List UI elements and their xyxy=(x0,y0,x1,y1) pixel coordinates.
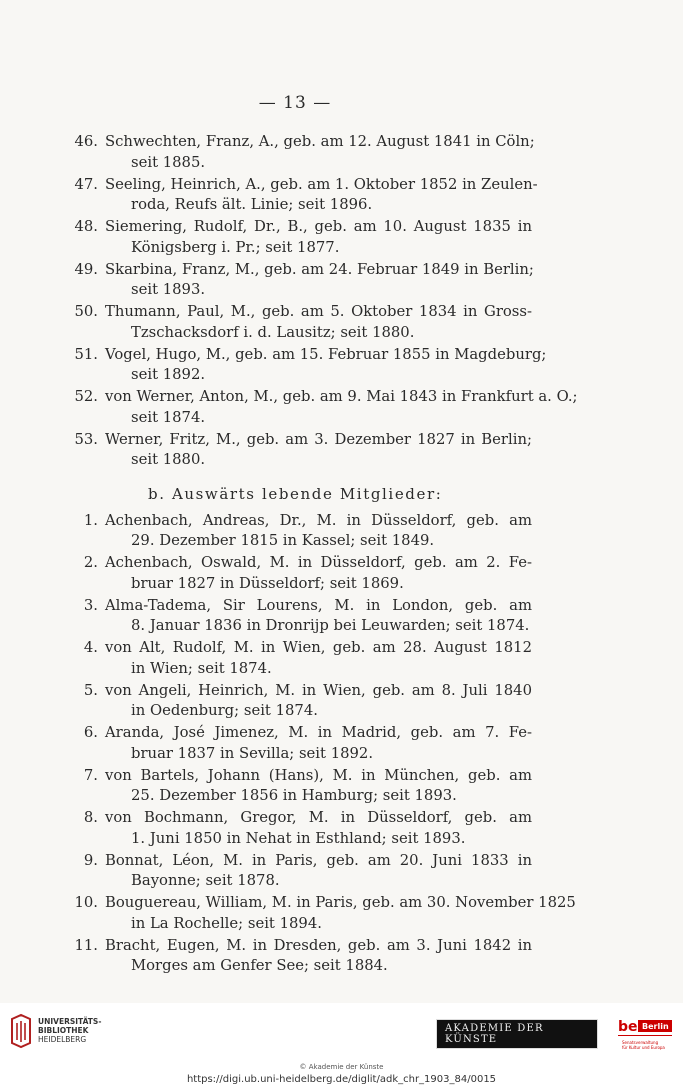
entry-text-line: von Bartels, Johann (Hans), M. in München, geb. am xyxy=(105,766,532,784)
akademie-der-kuenste-logo[interactable] xyxy=(436,1019,598,1049)
entry-number: 11. xyxy=(74,936,98,954)
copyright-notice: © Akademie der Künste xyxy=(299,1063,384,1071)
list-item xyxy=(64,217,532,258)
list-item xyxy=(64,681,532,722)
list-item xyxy=(64,387,578,428)
entry-text-line: Bracht, Eugen, M. in Dresden, geb. am 3. Juni 1842 in xyxy=(105,936,532,954)
entry-number: 1. xyxy=(83,511,98,529)
berlin-sub-line-2: für Kultur und Europa xyxy=(622,1045,665,1050)
entry-number: 10. xyxy=(74,894,98,911)
list-item xyxy=(64,132,535,173)
uni-line-1: UNIVERSITÄTS- xyxy=(38,1017,102,1026)
entry-number: 9. xyxy=(83,851,98,869)
entry-text-line: Bayonne; seit 1878. xyxy=(131,872,280,889)
member-list-external xyxy=(64,511,576,977)
list-item xyxy=(64,723,532,764)
entry-text-line: 25. Dezember 1856 in Hamburg; seit 1893. xyxy=(131,787,457,804)
entry-text-line: in Wien; seit 1874. xyxy=(131,659,272,677)
entry-number: 2. xyxy=(83,554,98,571)
entry-text-line: Morges am Genfer See; seit 1884. xyxy=(131,957,388,974)
list-item xyxy=(64,175,538,216)
list-item xyxy=(64,302,532,343)
permalink-url[interactable]: https://digi.ub.uni-heidelberg.de/diglit/adk_chr_1903_84/0015 xyxy=(186,1074,497,1085)
entry-text-line: Achenbach, Oswald, M. in Düsseldorf, geb. am 2. Fe- xyxy=(105,554,532,571)
page-number: — 13 — xyxy=(258,93,332,113)
list-item xyxy=(64,851,532,892)
entry-number: 47. xyxy=(74,175,98,193)
member-list xyxy=(64,132,578,978)
entry-text-line: 1. Juni 1850 in Nehat in Esthland; seit 1893. xyxy=(131,829,466,847)
entry-text-line: Siemering, Rudolf, Dr., B., geb. am 10. August 1835 in xyxy=(105,218,532,235)
list-item xyxy=(64,511,532,552)
entry-text-line: bruar 1827 in Düsseldorf; seit 1869. xyxy=(131,574,404,592)
entry-number: 51. xyxy=(74,345,98,363)
entry-number: 50. xyxy=(74,303,98,320)
entry-text-line: seit 1880. xyxy=(131,451,206,468)
entry-number: 53. xyxy=(74,430,98,448)
svg-text:be: be xyxy=(618,1019,638,1035)
entry-number: 6. xyxy=(83,724,98,741)
akademie-label: AKADEMIE DER KÜNSTE xyxy=(436,1019,598,1049)
entry-text-line: von Alt, Rudolf, M. in Wien, geb. am 28. August 1812 xyxy=(105,639,532,656)
entry-text-line: von Angeli, Heinrich, M. in Wien, geb. am 8. Juli 1840 xyxy=(105,681,532,699)
berlin-senate-text xyxy=(622,1040,665,1050)
uni-line-2: BIBLIOTHEK xyxy=(38,1026,89,1035)
list-item xyxy=(64,766,532,807)
entry-text-line: Alma-Tadema, Sir Lourens, M. in London, geb. am xyxy=(105,596,532,614)
entry-number: 48. xyxy=(74,218,98,235)
entry-number: 8. xyxy=(83,809,98,826)
svg-text:Berlin: Berlin xyxy=(642,1022,669,1031)
list-item xyxy=(64,553,532,594)
university-library-logo-icon[interactable] xyxy=(8,1013,34,1049)
entry-text-line: 29. Dezember 1815 in Kassel; seit 1849. xyxy=(131,532,435,549)
entry-number: 49. xyxy=(74,260,98,278)
entry-text-line: seit 1874. xyxy=(131,408,206,426)
entry-text-line: Bonnat, Léon, M. in Paris, geb. am 20. Juni 1833 in xyxy=(105,851,532,869)
entry-text-line: Thumann, Paul, M., geb. am 5. Oktober 1834 in Gross- xyxy=(105,303,532,320)
list-item xyxy=(64,345,547,386)
entry-number: 5. xyxy=(83,681,98,699)
entry-text-line: Seeling, Heinrich, A., geb. am 1. Oktober 1852 in Zeulen- xyxy=(105,175,538,193)
list-item xyxy=(64,893,576,934)
entry-text-line: Aranda, José Jimenez, M. in Madrid, geb. am 7. Fe- xyxy=(105,724,532,741)
list-item xyxy=(64,936,532,977)
entry-text-line: Skarbina, Franz, M., geb. am 24. Februar 1849 in Berlin; xyxy=(105,260,534,278)
list-item xyxy=(64,260,532,301)
list-item xyxy=(64,430,532,471)
entry-number: 52. xyxy=(74,388,98,405)
university-library-name[interactable] xyxy=(38,1017,101,1044)
list-item xyxy=(64,808,532,849)
entry-text-line: Achenbach, Andreas, Dr., M. in Düsseldorf, geb. am xyxy=(105,511,532,529)
member-list-berlin xyxy=(64,132,578,471)
entry-text-line: von Werner, Anton, M., geb. am 9. Mai 1843 in Frankfurt a. O.; xyxy=(105,388,578,405)
entry-text-line: roda, Reufs ält. Linie; seit 1896. xyxy=(131,196,373,213)
entry-number: 4. xyxy=(83,639,98,656)
section-heading: b. Auswärts lebende Mitglieder: xyxy=(148,484,443,503)
viewer-footer xyxy=(0,1003,683,1090)
entry-text-line: Schwechten, Franz, A., geb. am 12. August 1841 in Cöln; xyxy=(105,133,535,150)
entry-text-line: in Oedenburg; seit 1874. xyxy=(131,702,318,719)
berlin-sub-line-1: Senatsverwaltung xyxy=(622,1040,659,1045)
entry-text-line: Tzschacksdorf i. d. Lausitz; seit 1880. xyxy=(131,323,415,341)
entry-text-line: Vogel, Hugo, M., geb. am 15. Februar 1855 in Magdeburg; xyxy=(105,345,547,363)
entry-number: 46. xyxy=(74,133,98,150)
list-item xyxy=(64,638,532,679)
entry-number: 3. xyxy=(83,596,98,614)
list-item xyxy=(64,596,532,637)
entry-text-line: Bouguereau, William, M. in Paris, geb. am 30. November 1825 xyxy=(105,894,576,911)
entry-number: 7. xyxy=(83,766,98,784)
entry-text-line: bruar 1837 in Sevilla; seit 1892. xyxy=(131,744,374,762)
entry-text-line: von Bochmann, Gregor, M. in Düsseldorf, geb. am xyxy=(105,809,532,826)
entry-text-line: in La Rochelle; seit 1894. xyxy=(131,914,322,932)
entry-text-line: seit 1892. xyxy=(131,366,206,383)
entry-text-line: Königsberg i. Pr.; seit 1877. xyxy=(131,238,340,256)
entry-text-line: Werner, Fritz, M., geb. am 3. Dezember 1827 in Berlin; xyxy=(105,430,532,448)
entry-text-line: 8. Januar 1836 in Dronrijp bei Leuwarden; seit 1874. xyxy=(131,617,530,634)
entry-text-line: seit 1885. xyxy=(131,153,206,171)
entry-text-line: seit 1893. xyxy=(131,281,206,298)
uni-line-3: HEIDELBERG xyxy=(38,1035,87,1044)
